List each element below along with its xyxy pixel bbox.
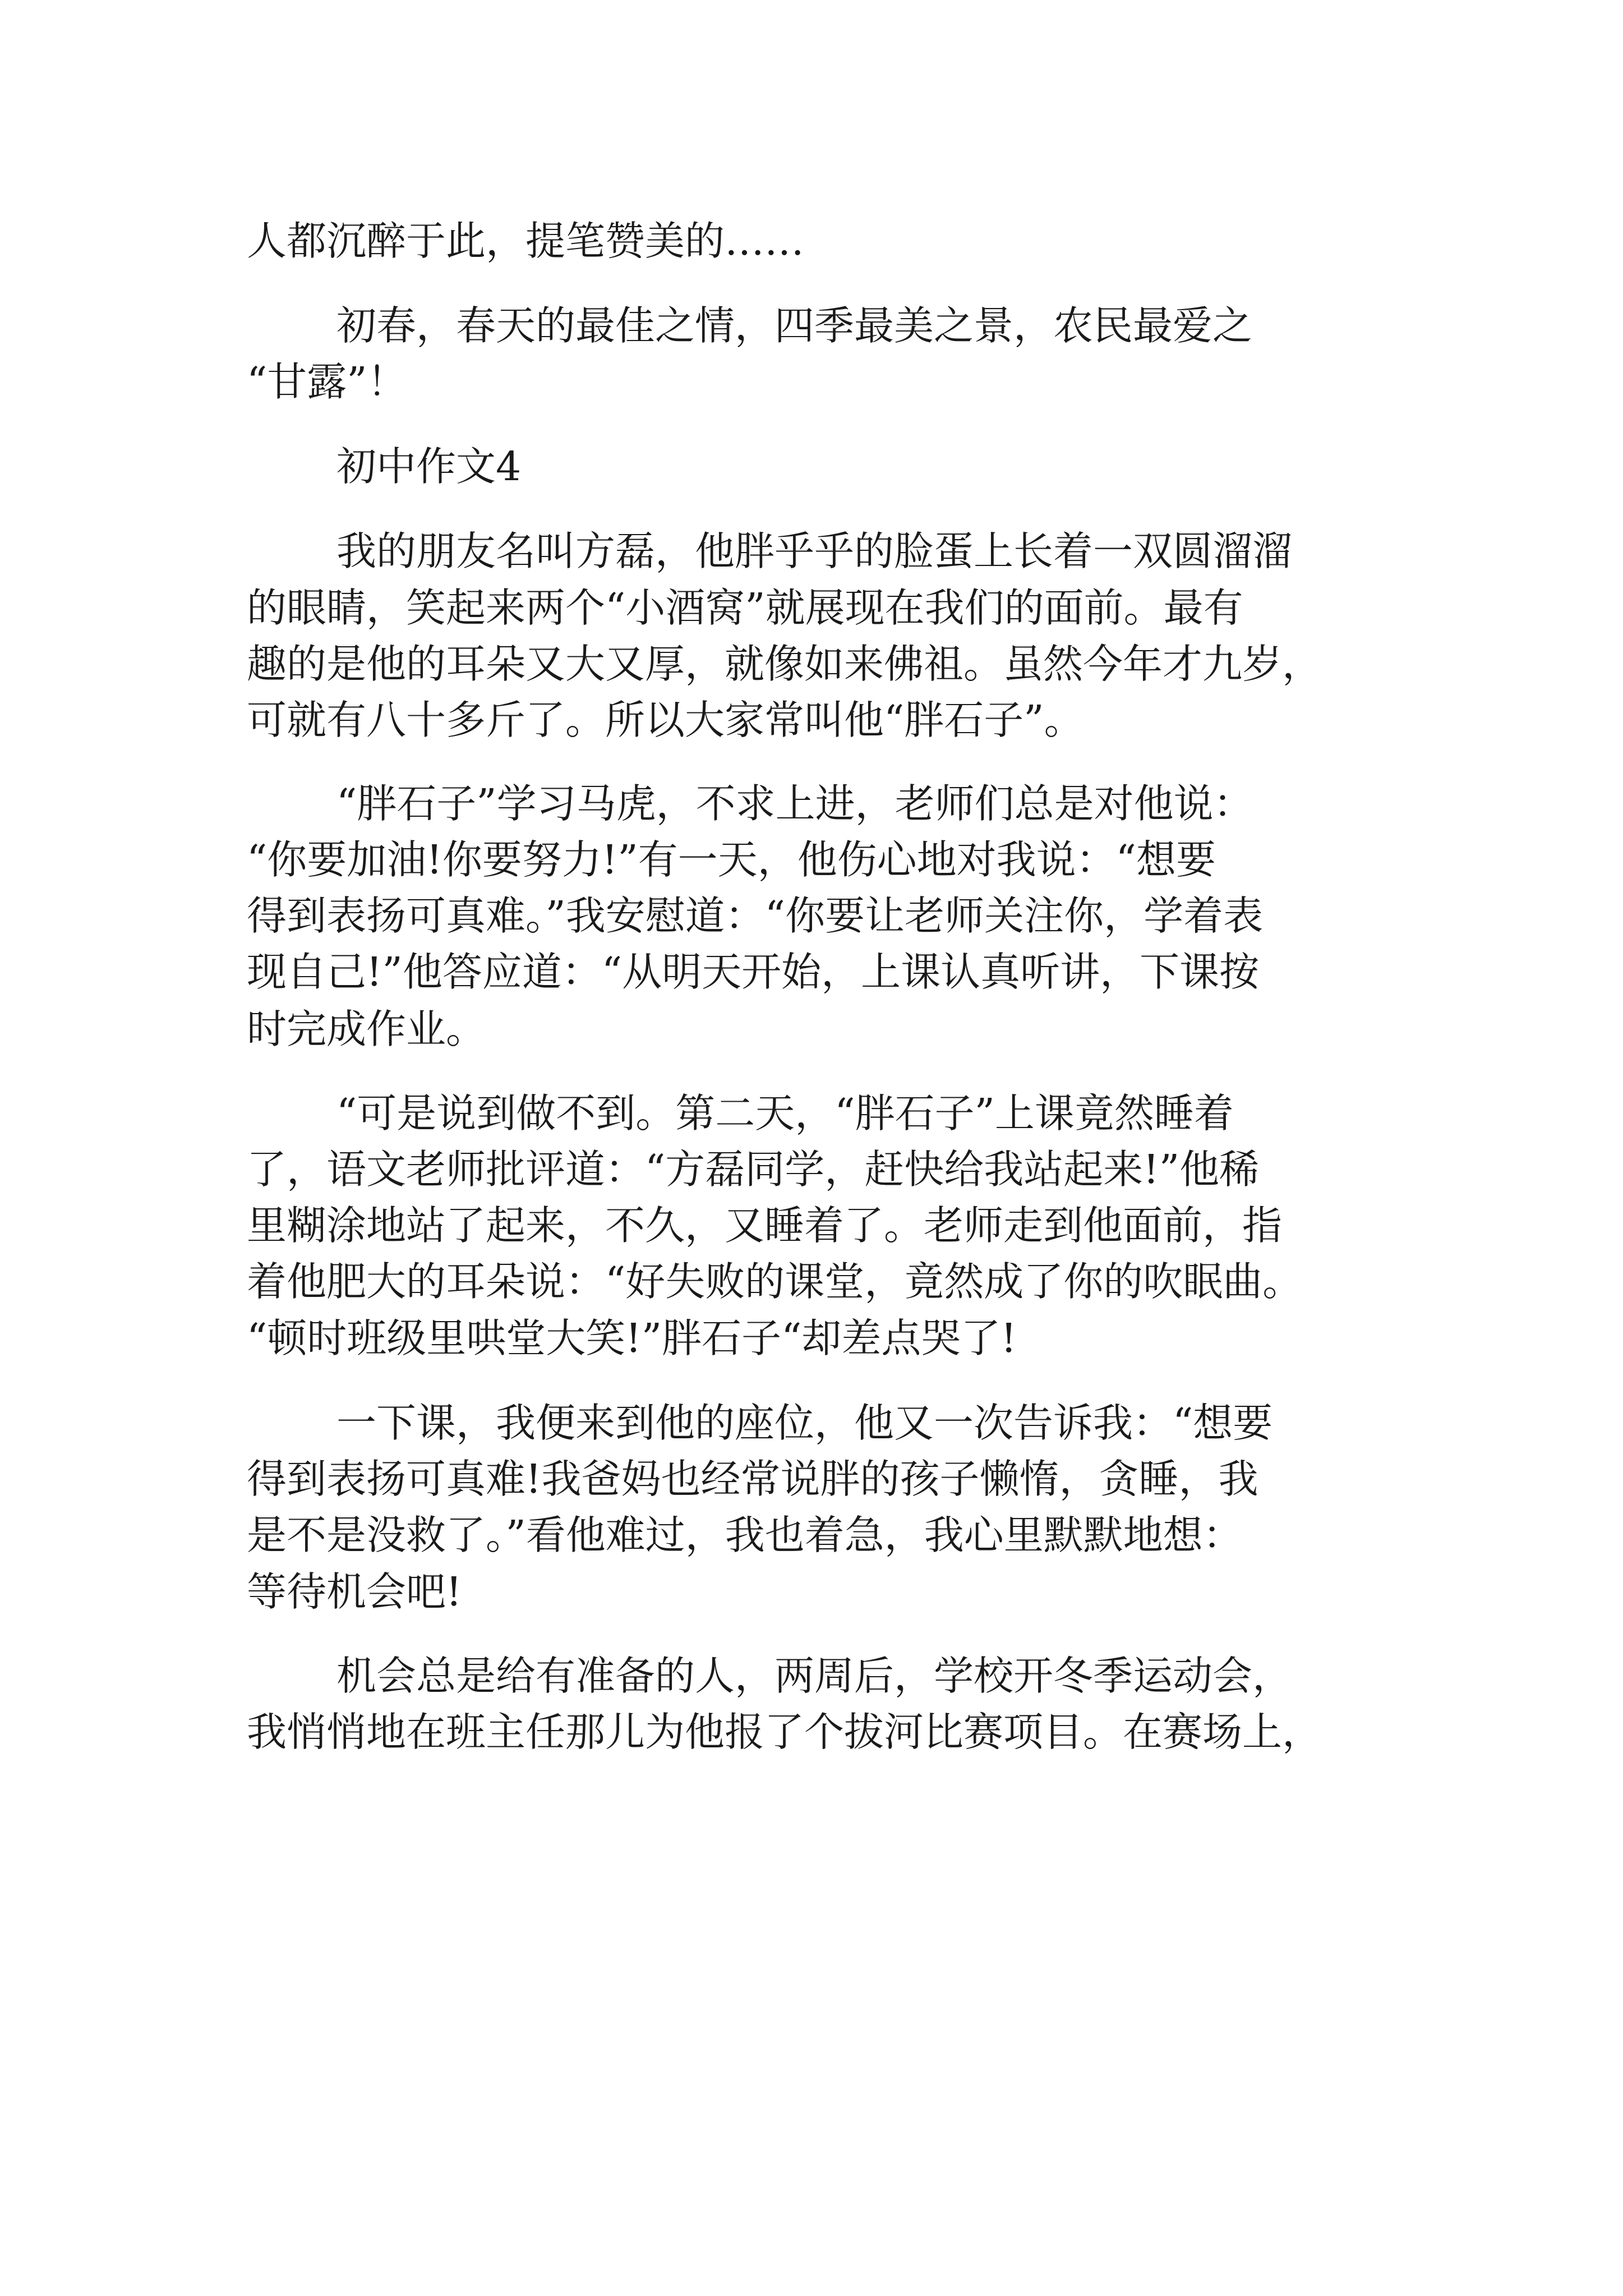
text-line: 机会总是给有准备的人，两周后，学校开冬季运动会， — [336, 1653, 1293, 1699]
text-line: 趣的是他的耳朵又大又厚，就像如来佛祖。虽然今年才九岁， — [247, 641, 1322, 687]
text-line: “可是说到做不到。第二天，“胖石子”上课竟然睡着 — [336, 1090, 1234, 1137]
text-line: 初春，春天的最佳之情，四季最美之景，农民最爱之 — [336, 302, 1253, 349]
text-line: 了，语文老师批评道：“方磊同学，赶快给我站起来!”他稀 — [247, 1146, 1260, 1193]
text-line: 等待机会吧! — [247, 1568, 462, 1615]
text-line: 是不是没救了。”看他难过，我也着急，我心里默默地想： — [247, 1512, 1243, 1558]
text-line: “甘露”！ — [247, 358, 407, 405]
text-line: 时完成作业。 — [247, 1006, 486, 1052]
text-line: 一下课，我便来到他的座位，他又一次告诉我：“想要 — [336, 1400, 1273, 1446]
text-line: 现自己!”他答应道：“从明天开始，上课认真听讲，下课按 — [247, 949, 1260, 995]
text-line: 我的朋友名叫方磊，他胖乎乎的脸蛋上长着一双圆溜溜 — [336, 528, 1293, 574]
text-line: 的眼睛，笑起来两个“小酒窝”就展现在我们的面前。最有 — [247, 585, 1243, 631]
text-line: 得到表扬可真难。”我安慰道：“你要让老师关注你，学着表 — [247, 892, 1264, 939]
text-line: 可就有八十多斤了。所以大家常叫他“胖石子”。 — [247, 697, 1084, 743]
text-line: 着他肥大的耳朵说：“好失败的课堂，竟然成了你的吹眠曲。 — [247, 1258, 1303, 1305]
text-line: “胖石子”学习马虎，不求上进，老师们总是对他说： — [336, 780, 1253, 827]
text-line: 得到表扬可真难!我爸妈也经常说胖的孩子懒惰，贪睡，我 — [247, 1456, 1258, 1502]
section-heading: 初中作文4 — [336, 443, 522, 490]
text-line: 人都沉醉于此，提笔赞美的…… — [247, 218, 805, 264]
text-line: 里糊涂地站了起来，不久，又睡着了。老师走到他面前，指 — [247, 1202, 1283, 1249]
text-line: “顿时班级里哄堂大笑!”胖石子“却差点哭了! — [247, 1315, 1017, 1361]
text-line: 我悄悄地在班主任那儿为他报了个拔河比赛项目。在赛场上， — [247, 1709, 1322, 1755]
text-line: “你要加油!你要努力!”有一天，他伤心地对我说：“想要 — [247, 836, 1216, 883]
